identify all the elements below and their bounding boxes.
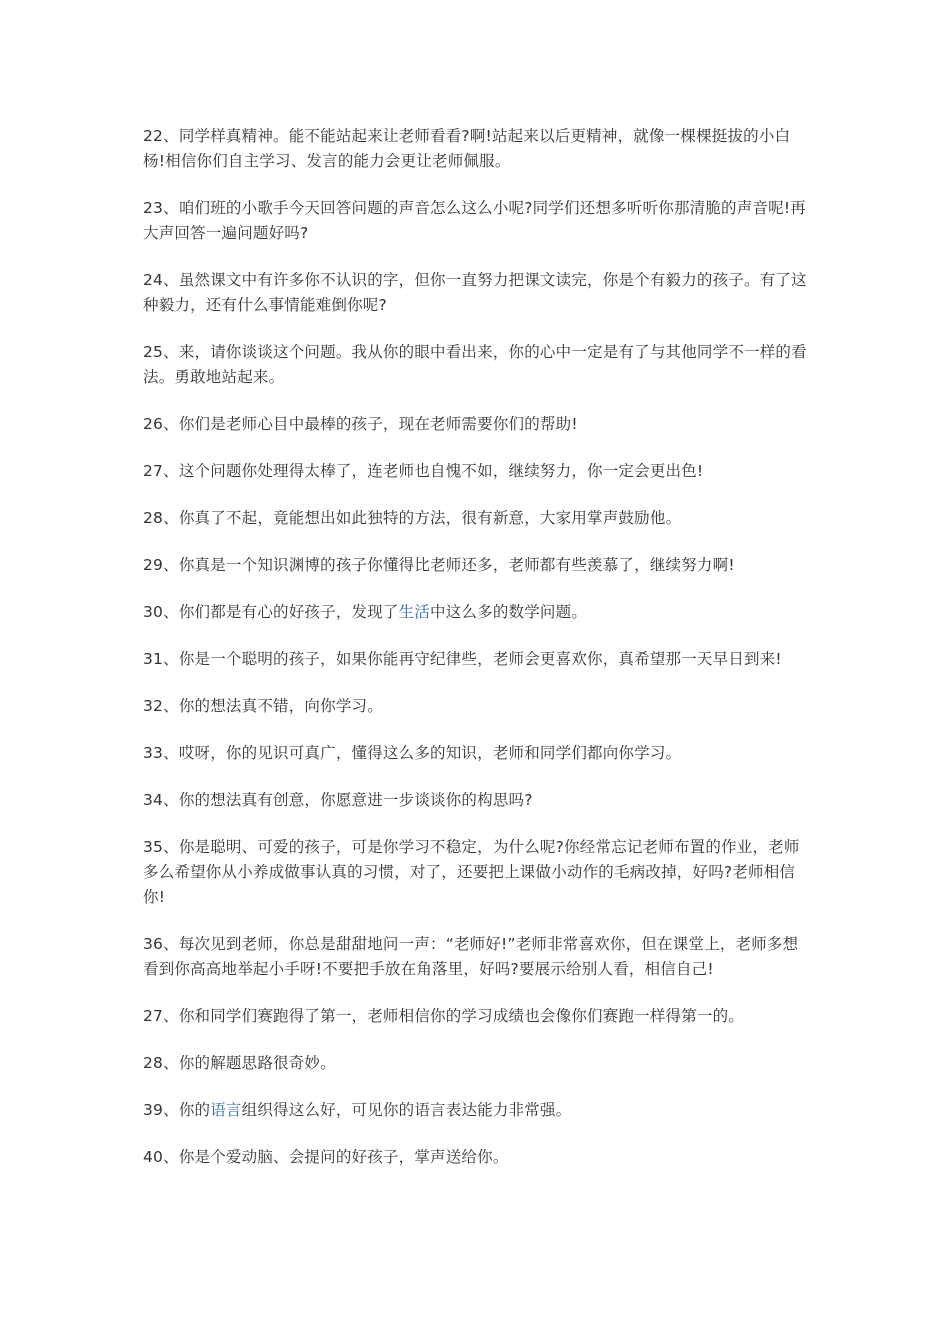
paragraph-36: 36、每次见到老师，你总是甜甜地问一声：“老师好!”老师非常喜欢你，但在课堂上，老师多想看到你高高地举起小手呀!不要把手放在角落里，好吗?要展示给别人看，相信自己! <box>143 935 799 978</box>
paragraph-31: 31、你是一个聪明的孩子，如果你能再守纪律些，老师会更喜欢你，真希望那一天早日到来! <box>143 650 782 668</box>
paragraph-28b: 28、你的解题思路很奇妙。 <box>143 1054 336 1072</box>
paragraph-24: 24、虽然课文中有许多你不认识的字，但你一直努力把课文读完，你是个有毅力的孩子。有了这种毅力，还有什么事情能难倒你呢? <box>143 271 807 314</box>
link-yuyan[interactable]: 语言 <box>210 1101 242 1119</box>
paragraph-39-text-after: 组织得这么好，可见你的语言表达能力非常强。 <box>241 1101 572 1119</box>
paragraph-30-text-before: 30、你们都是有心的好孩子，发现了 <box>143 603 399 621</box>
paragraph-27: 27、这个问题你处理得太棒了，连老师也自愧不如，继续努力，你一定会更出色! <box>143 462 704 480</box>
paragraph-25: 25、来，请你谈谈这个问题。我从你的眼中看出来，你的心中一定是有了与其他同学不一样的看法。勇敢地站起来。 <box>143 343 807 386</box>
paragraph-23: 23、咱们班的小歌手今天回答问题的声音怎么这么小呢?同学们还想多听听你那清脆的声音呢!再大声回答一遍问题好吗? <box>143 199 806 242</box>
paragraph-34: 34、你的想法真有创意，你愿意进一步谈谈你的构思吗? <box>143 791 533 809</box>
paragraph-39-text-before: 39、你的 <box>143 1101 211 1119</box>
paragraph-30 <box>143 600 809 625</box>
paragraph-29: 29、你真是一个知识渊博的孩子你懂得比老师还多，老师都有些羡慕了，继续努力啊! <box>143 556 735 574</box>
paragraph-32: 32、你的想法真不错，向你学习。 <box>143 697 383 715</box>
paragraph-28: 28、你真了不起，竟能想出如此独特的方法，很有新意，大家用掌声鼓励他。 <box>143 509 682 527</box>
paragraph-39 <box>143 1098 809 1123</box>
document-body <box>143 124 809 1192</box>
paragraph-27b: 27、你和同学们赛跑得了第一，老师相信你的学习成绩也会像你们赛跑一样得第一的。 <box>143 1007 745 1025</box>
link-shenghuo[interactable]: 生活 <box>398 603 431 621</box>
paragraph-35: 35、你是聪明、可爱的孩子，可是你学习不稳定，为什么呢?你经常忘记老师布置的作业，老师多么希望你从小养成做事认真的习惯，对了，还要把上课做小动作的毛病改掉，好吗?老师相信你! <box>143 838 800 906</box>
paragraph-26: 26、你们是老师心目中最棒的孩子，现在老师需要你们的帮助! <box>143 415 578 433</box>
paragraph-22: 22、同学样真精神。能不能站起来让老师看看?啊!站起来以后更精神，就像一棵棵挺拔的小白杨!相信你们自主学习、发言的能力会更让老师佩服。 <box>143 127 791 170</box>
paragraph-30-text-after: 中这么多的数学问题。 <box>430 603 588 621</box>
paragraph-40: 40、你是个爱动脑、会提问的好孩子，掌声送给你。 <box>143 1148 509 1166</box>
paragraph-33: 33、哎呀，你的见识可真广，懂得这么多的知识，老师和同学们都向你学习。 <box>143 744 682 762</box>
